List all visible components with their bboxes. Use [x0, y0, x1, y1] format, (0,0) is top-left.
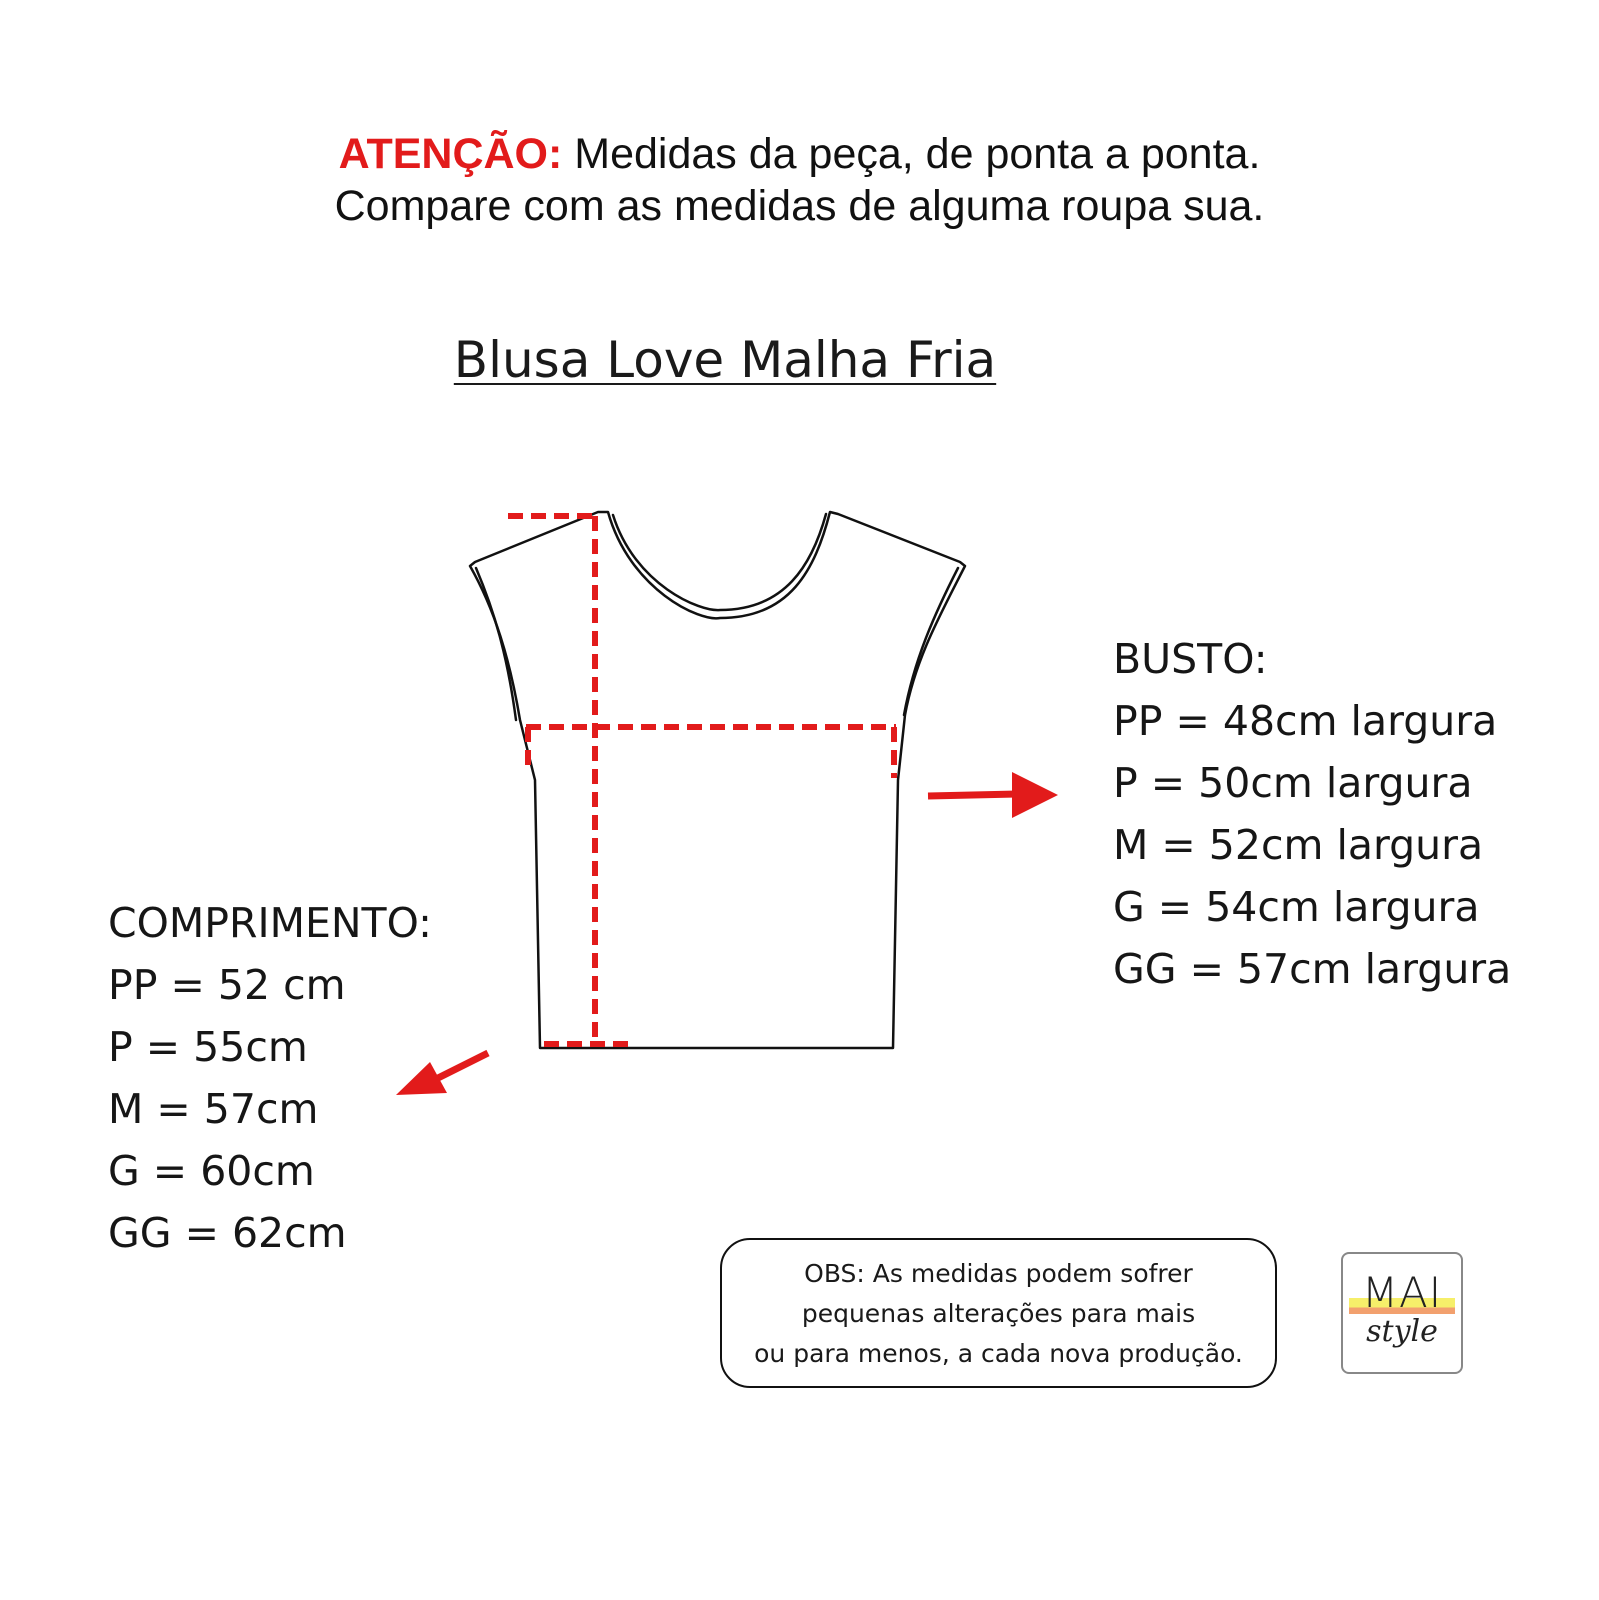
product-title: Blusa Love Malha Fria	[453, 331, 997, 389]
bust-size-gg: GG = 57cm largura	[1113, 945, 1512, 993]
blouse-outline-icon	[470, 512, 965, 1048]
logo-script-text: style	[1366, 1314, 1438, 1349]
length-measurements	[108, 892, 432, 1264]
bust-heading: BUSTO:	[1113, 635, 1268, 683]
bust-size-m: M = 52cm largura	[1113, 821, 1484, 869]
length-size-p: P = 55cm	[108, 1023, 308, 1071]
obs-line-3: ou para menos, a cada nova produção.	[754, 1339, 1243, 1368]
notice-line-2: Compare com as medidas de alguma roupa sua.	[334, 182, 1265, 230]
warning-label: ATENÇÃO:	[338, 130, 563, 178]
length-size-m: M = 57cm	[108, 1085, 319, 1133]
brand-logo	[1341, 1252, 1463, 1374]
arrow-right-icon	[928, 772, 1058, 818]
obs-note-box	[720, 1238, 1277, 1388]
notice-line-1-text: Medidas da peça, de ponta a ponta.	[562, 130, 1261, 178]
bust-size-pp: PP = 48cm largura	[1113, 697, 1498, 745]
logo-main-text: MAI	[1361, 1268, 1443, 1317]
measure-guides	[508, 516, 896, 1044]
bust-size-g: G = 54cm largura	[1113, 883, 1480, 931]
obs-line-1: OBS: As medidas podem sofrer	[804, 1259, 1193, 1288]
length-size-pp: PP = 52 cm	[108, 961, 346, 1009]
length-size-g: G = 60cm	[108, 1147, 315, 1195]
bust-size-p: P = 50cm largura	[1113, 759, 1473, 807]
obs-line-2: pequenas alterações para mais	[801, 1299, 1196, 1328]
length-size-gg: GG = 62cm	[108, 1209, 347, 1257]
length-heading: COMPRIMENTO:	[108, 899, 432, 947]
bust-measurements	[1113, 628, 1511, 1000]
